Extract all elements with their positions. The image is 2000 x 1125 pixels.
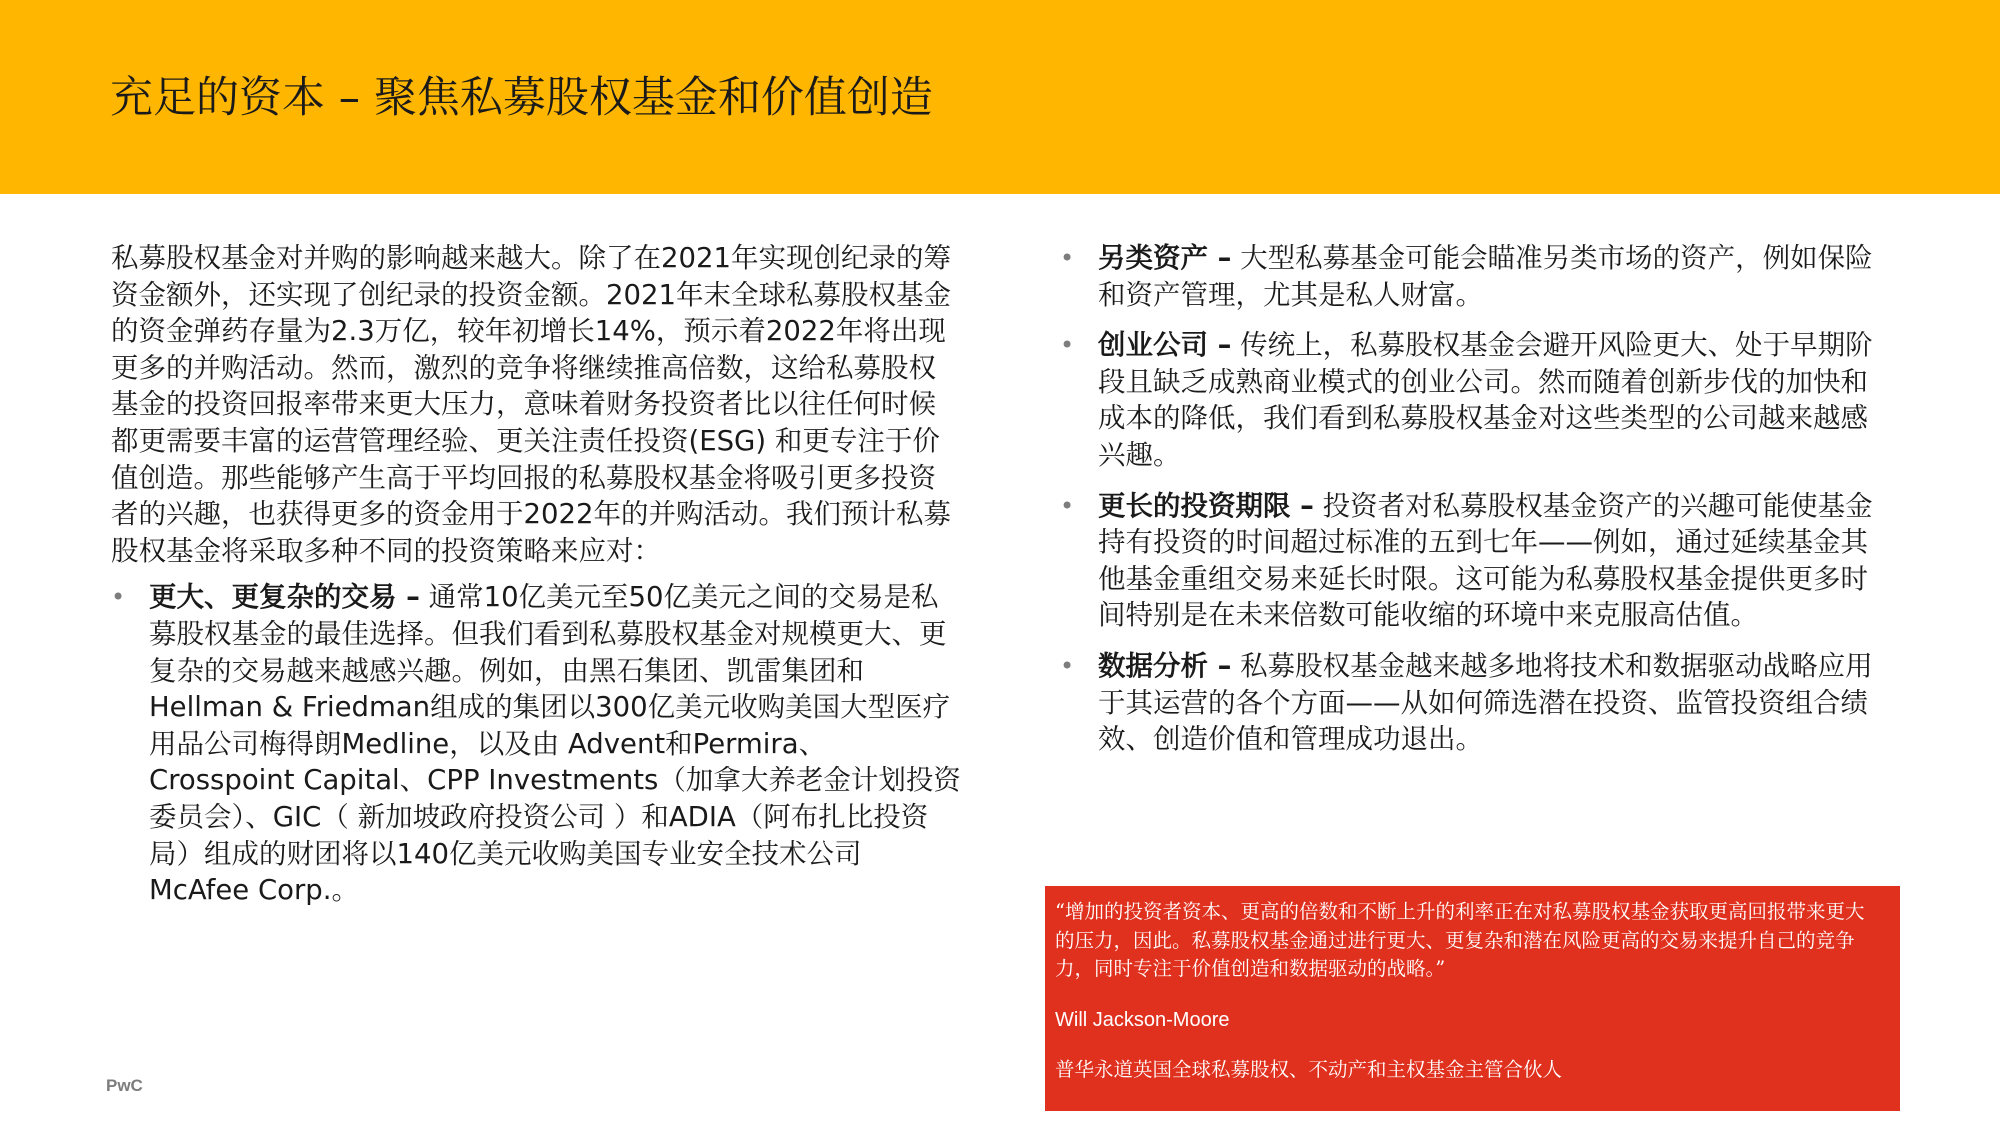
bullet-text: 投资者对私募股权基金资产的兴趣可能使基金持有投资的时间超过标准的五到七年——例如，通过延续基金其他基金重组交易来延长时限。这可能为私募股权基金提供更多时间特别是在未来倍数可能收缩的环境中来克服高估值。: [1098, 489, 1873, 632]
bullet-text: 大型私募基金可能会瞄准另类市场的资产，例如保险和资产管理，尤其是私人财富。: [1098, 242, 1873, 311]
quote-box: [1045, 886, 1900, 1111]
bullet-longer-holding: [1060, 488, 1880, 634]
bullet-alternative-assets: [1060, 240, 1880, 313]
right-column: [1060, 240, 1880, 772]
title-banner: [0, 0, 2000, 194]
bullet-startups: [1060, 327, 1880, 473]
bullet-text: 传统上，私募股权基金会避开风险更大、处于早期阶段且缺乏成熟商业模式的创业公司。然而随着创新步伐的加快和成本的降低，我们看到私募股权基金对这些类型的公司越来越感兴趣。: [1098, 329, 1873, 471]
quote-text: “增加的投资者资本、更高的倍数和不断上升的利率正在对私募股权基金获取更高回报带来更大的压力，因此。私募股权基金通过进行更大、更复杂和潜在风险更高的交易来提升自己的竞争力，同时专注于价值创造和数据驱动的战略。”: [1055, 900, 1865, 980]
bullet-dot-icon: •: [1060, 651, 1075, 680]
bullet-dot-icon: •: [1060, 491, 1075, 520]
left-column: [111, 240, 961, 921]
intro-paragraph: 私募股权基金对并购的影响越来越大。除了在2021年实现创纪录的筹资金额外，还实现了创纪录的投资金额。2021年末全球私募股权基金的资金弹药存量为2.3万亿，较年初增长14%，预示着2022年将出现更多的并购活动。然而，激烈的竞争将继续推高倍数，这给私募股权基金的投资回报率带来更大压力，意味着财务投资者比以往任何时候都更需要丰富的运营管理经验、更关注责任投资(ESG) 和更专注于价值创造。那些能够产生高于平均回报的私募股权基金将吸引更多投资者的兴趣，也获得更多的资金用于2022年的并购活动。我们预计私募股权基金将采取多种不同的投资策略来应对：: [111, 242, 951, 567]
bullet-larger-deals: [111, 579, 961, 908]
bullet-title: 另类资产 –: [1098, 242, 1232, 274]
bullet-title: 更长的投资期限 –: [1098, 489, 1314, 522]
bullet-title: 更大、更复杂的交易 –: [149, 581, 420, 614]
bullet-data-analytics: [1060, 648, 1880, 758]
pwc-logo: PwC: [106, 1076, 143, 1095]
bullet-title: 数据分析 –: [1098, 649, 1232, 682]
bullet-dot-icon: •: [1060, 331, 1075, 360]
quote-author-role: 普华永道英国全球私募股权、不动产和主权基金主管合伙人: [1055, 1057, 1563, 1081]
bullet-dot-icon: •: [111, 583, 126, 612]
bullet-text: 私募股权基金越来越多地将技术和数据驱动战略应用于其运营的各个方面——从如何筛选潜在投资、监管投资组合绩效、创造价值和管理成功退出。: [1098, 649, 1873, 756]
bullet-text: 通常10亿美元至50亿美元之间的交易是私募股权基金的最佳选择。但我们看到私募股权基金对规模更大、更复杂的交易越来越感兴趣。例如，由黑石集团、凯雷集团和Hellman & Friedman组成的集团以300亿美元收购美国大型医疗用品公司梅得朗Medline，以及由 Advent和Permira、Crosspoint Capital、CPP Investments（加拿大养老金计划投资委员会）、GIC（ 新加坡政府投资公司 ）和ADIA（阿布扎比投资局）组成的财团将以140亿美元收购美国专业安全技术公司McAfee Corp.。: [149, 581, 961, 907]
right-bullet-list: [1060, 240, 1880, 758]
page-title: 充足的资本 – 聚焦私募股权基金和价值创造: [110, 73, 933, 123]
bullet-title: 创业公司 –: [1098, 329, 1232, 362]
left-bullet-list: [111, 579, 961, 908]
bullet-dot-icon: •: [1060, 244, 1075, 272]
quote-author: Will Jackson-Moore: [1055, 1008, 1230, 1031]
